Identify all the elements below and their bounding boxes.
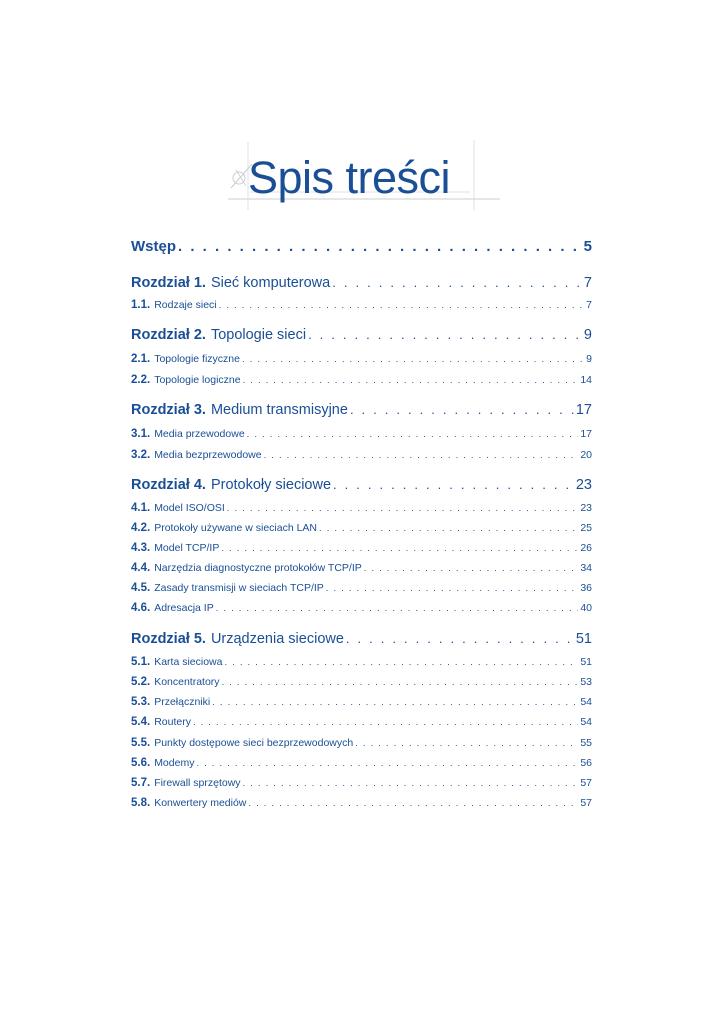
section-number: 3.1. bbox=[131, 428, 151, 440]
section-number: 5.5. bbox=[131, 737, 151, 749]
dot-leader bbox=[222, 677, 579, 688]
page-number: 51 bbox=[575, 631, 592, 647]
section-title: Narzędzia diagnostyczne protokołów TCP/IP bbox=[154, 562, 362, 574]
page-number: 54 bbox=[580, 696, 592, 708]
toc-section-5-6 bbox=[131, 757, 592, 769]
chapter-title: Urządzenia sieciowe bbox=[210, 631, 344, 647]
page-number: 9 bbox=[586, 353, 592, 365]
dot-leader bbox=[326, 583, 579, 594]
dot-leader bbox=[264, 450, 579, 461]
toc-section-4-1 bbox=[131, 502, 592, 514]
section-number: 5.2. bbox=[131, 676, 151, 688]
section-number: 5.7. bbox=[131, 777, 151, 789]
chapter-number: Rozdział 2. bbox=[131, 327, 206, 343]
compass-decoration-icon bbox=[0, 0, 724, 240]
dot-leader bbox=[346, 631, 574, 646]
section-number: 1.1. bbox=[131, 299, 151, 311]
toc-chapter-4 bbox=[131, 477, 592, 493]
toc-section-4-2 bbox=[131, 522, 592, 534]
section-title: Przełączniki bbox=[154, 696, 211, 708]
section-number: 2.2. bbox=[131, 374, 151, 386]
chapter-title: Protokoły sieciowe bbox=[210, 477, 332, 493]
chapter-number: Rozdział 1. bbox=[131, 275, 206, 291]
title-area bbox=[0, 0, 724, 240]
section-title: Konwertery mediów bbox=[154, 797, 247, 809]
section-number: 4.3. bbox=[131, 542, 151, 554]
page-number: 53 bbox=[580, 676, 592, 688]
toc-section-3-1 bbox=[131, 428, 592, 440]
toc-section-5-5 bbox=[131, 737, 592, 749]
section-title: Model ISO/OSI bbox=[154, 502, 225, 514]
dot-leader bbox=[216, 603, 579, 614]
section-number: 5.6. bbox=[131, 757, 151, 769]
section-title: Routery bbox=[154, 716, 191, 728]
dot-leader bbox=[243, 778, 579, 789]
dot-leader bbox=[224, 657, 578, 668]
chapter-title: Medium transmisyjne bbox=[210, 402, 348, 418]
page-number: 5 bbox=[583, 238, 592, 255]
page-number: 17 bbox=[580, 428, 592, 440]
chapter-number: Rozdział 3. bbox=[131, 402, 206, 418]
section-title: Firewall sprzętowy bbox=[154, 777, 241, 789]
dot-leader bbox=[355, 738, 578, 749]
toc-section-4-6 bbox=[131, 602, 592, 614]
section-number: 5.8. bbox=[131, 797, 151, 809]
dot-leader bbox=[221, 543, 578, 554]
dot-leader bbox=[196, 758, 578, 769]
toc-section-1-1 bbox=[131, 299, 592, 311]
section-number: 5.1. bbox=[131, 656, 151, 668]
toc-section-5-8 bbox=[131, 797, 592, 809]
dot-leader bbox=[227, 503, 579, 514]
page-number: 14 bbox=[580, 374, 592, 386]
chapter-number: Rozdział 5. bbox=[131, 631, 206, 647]
intro-label: Wstęp bbox=[131, 238, 176, 255]
section-number: 4.4. bbox=[131, 562, 151, 574]
section-number: 5.3. bbox=[131, 696, 151, 708]
chapter-title: Topologie sieci bbox=[210, 327, 307, 343]
section-number: 4.5. bbox=[131, 582, 151, 594]
toc-section-5-2 bbox=[131, 676, 592, 688]
page-number: 20 bbox=[580, 449, 592, 461]
section-number: 3.2. bbox=[131, 449, 151, 461]
toc-section-2-2 bbox=[131, 374, 592, 386]
page-number: 55 bbox=[580, 737, 592, 749]
dot-leader bbox=[178, 238, 582, 255]
page-number: 57 bbox=[580, 797, 592, 809]
dot-leader bbox=[212, 697, 578, 708]
dot-leader bbox=[219, 300, 585, 311]
dot-leader bbox=[248, 798, 578, 809]
page-number: 7 bbox=[586, 299, 592, 311]
dot-leader bbox=[308, 327, 582, 342]
toc-chapter-5 bbox=[131, 631, 592, 647]
section-number: 5.4. bbox=[131, 716, 151, 728]
page-number: 34 bbox=[580, 562, 592, 574]
section-number: 4.6. bbox=[131, 602, 151, 614]
page-number: 56 bbox=[580, 757, 592, 769]
dot-leader bbox=[333, 477, 574, 492]
section-title: Punkty dostępowe sieci bezprzewodowych bbox=[154, 737, 354, 749]
page-number: 40 bbox=[580, 602, 592, 614]
toc-chapter-2 bbox=[131, 327, 592, 343]
toc-section-5-1 bbox=[131, 656, 592, 668]
toc-chapter-3 bbox=[131, 402, 592, 418]
section-title: Karta sieciowa bbox=[154, 656, 223, 668]
toc-section-5-7 bbox=[131, 777, 592, 789]
chapter-number: Rozdział 4. bbox=[131, 477, 206, 493]
section-title: Media przewodowe bbox=[154, 428, 245, 440]
dot-leader bbox=[350, 402, 574, 417]
page-number: 26 bbox=[580, 542, 592, 554]
section-title: Topologie fizyczne bbox=[154, 353, 240, 365]
section-number: 2.1. bbox=[131, 353, 151, 365]
toc-section-4-4 bbox=[131, 562, 592, 574]
dot-leader bbox=[247, 429, 579, 440]
toc-chapter-1 bbox=[131, 275, 592, 291]
section-title: Zasady transmisji w sieciach TCP/IP bbox=[154, 582, 324, 594]
page-title: Spis treści bbox=[248, 152, 451, 203]
dot-leader bbox=[332, 275, 582, 290]
section-number: 4.1. bbox=[131, 502, 151, 514]
page-number: 57 bbox=[580, 777, 592, 789]
section-title: Protokoły używane w sieciach LAN bbox=[154, 522, 318, 534]
page-number: 54 bbox=[580, 716, 592, 728]
toc-section-5-4 bbox=[131, 716, 592, 728]
section-title: Koncentratory bbox=[154, 676, 220, 688]
page-number: 17 bbox=[575, 402, 592, 418]
section-title: Adresacja IP bbox=[154, 602, 214, 614]
section-title: Media bezprzewodowe bbox=[154, 449, 262, 461]
toc-section-3-2 bbox=[131, 449, 592, 461]
toc-section-2-1 bbox=[131, 353, 592, 365]
dot-leader bbox=[243, 375, 579, 386]
page-number: 23 bbox=[575, 477, 592, 493]
section-title: Rodzaje sieci bbox=[154, 299, 217, 311]
dot-leader bbox=[319, 523, 578, 534]
section-title: Topologie logiczne bbox=[154, 374, 241, 386]
page-number: 36 bbox=[580, 582, 592, 594]
page-number: 51 bbox=[580, 656, 592, 668]
page-number: 9 bbox=[583, 327, 592, 343]
dot-leader bbox=[242, 354, 584, 365]
page-number: 25 bbox=[580, 522, 592, 534]
dot-leader bbox=[364, 563, 579, 574]
section-title: Modemy bbox=[154, 757, 195, 769]
page-number: 23 bbox=[580, 502, 592, 514]
toc-intro bbox=[131, 238, 592, 255]
section-number: 4.2. bbox=[131, 522, 151, 534]
section-title: Model TCP/IP bbox=[154, 542, 220, 554]
dot-leader bbox=[193, 717, 578, 728]
chapter-title: Sieć komputerowa bbox=[210, 275, 331, 291]
toc-section-4-3 bbox=[131, 542, 592, 554]
toc-section-5-3 bbox=[131, 696, 592, 708]
toc-section-4-5 bbox=[131, 582, 592, 594]
page-number: 7 bbox=[583, 275, 592, 291]
